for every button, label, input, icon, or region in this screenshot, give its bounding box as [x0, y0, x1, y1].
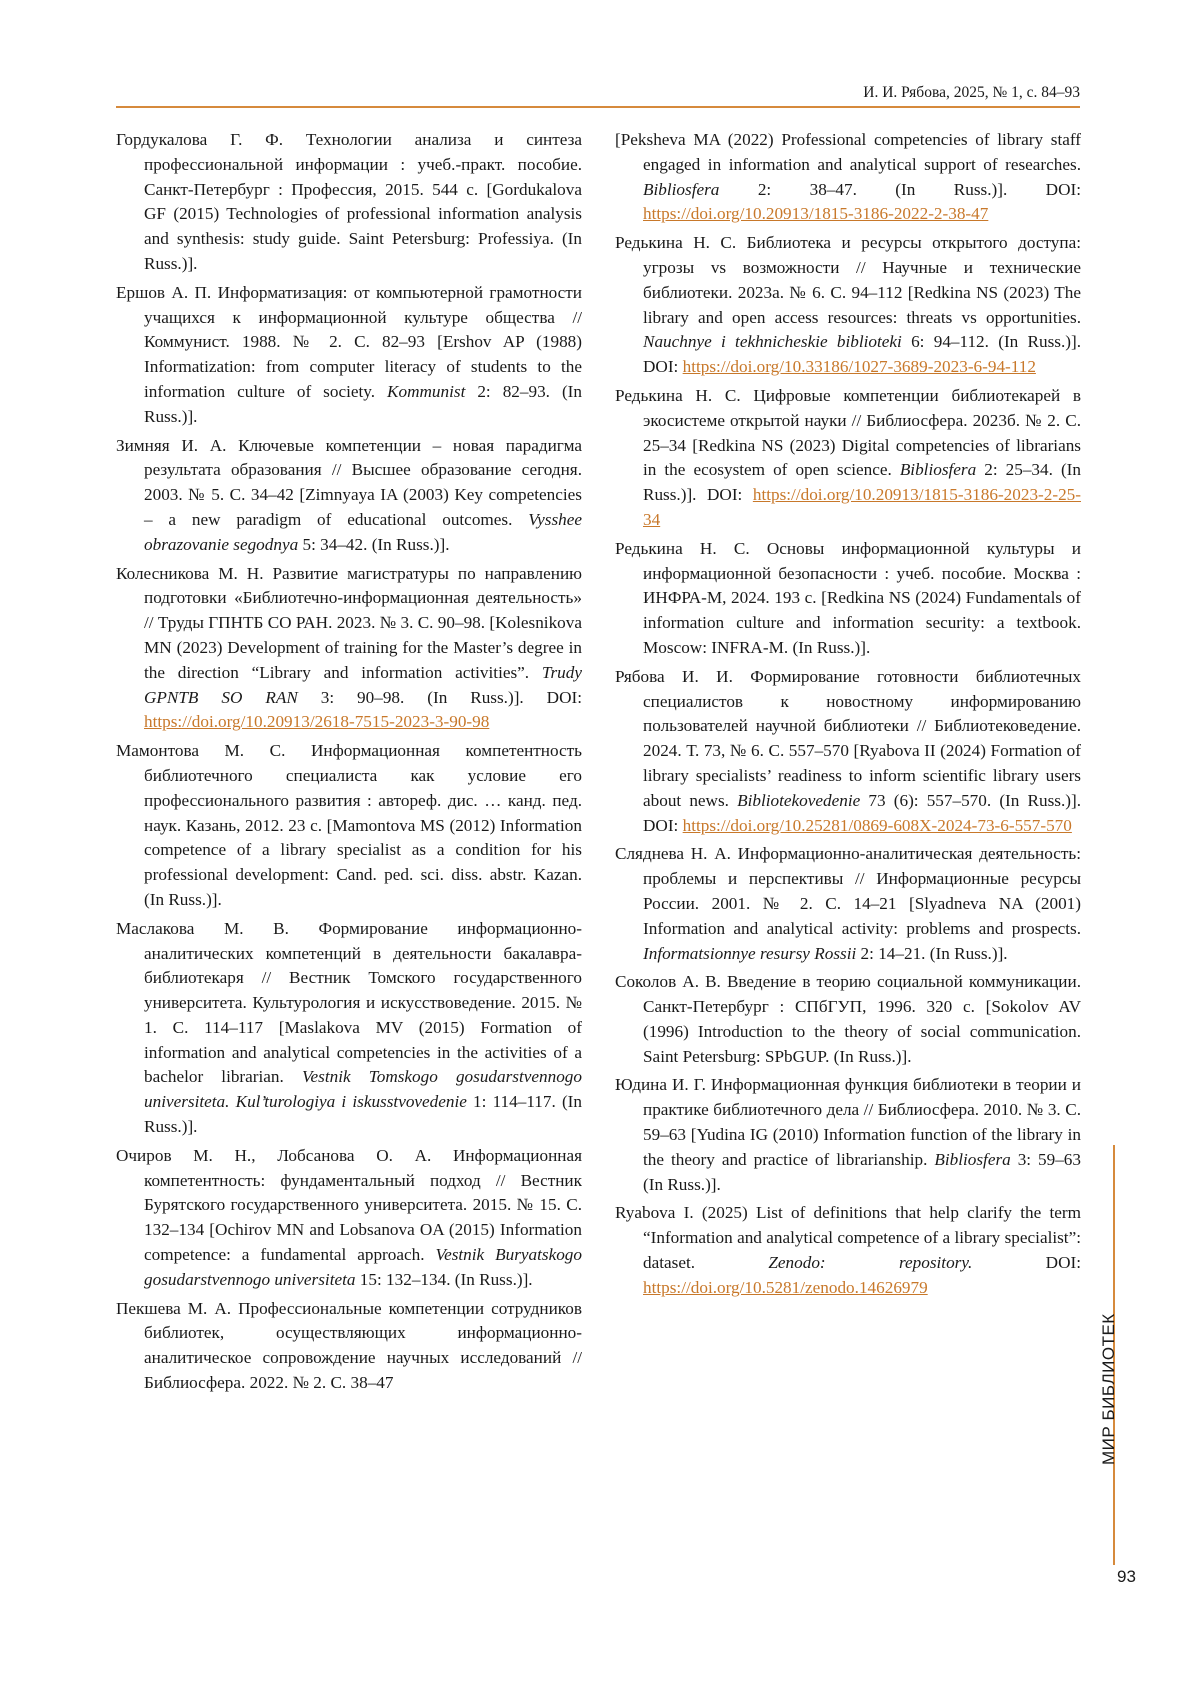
reference-item: Сляднева Н. А. Информационно-аналитическая деятельность: проблемы и перспективы // Информационные ресурсы России. 2001. № 2. С. 14–21 [Slyadneva NA (2001) Information and analytical activity: problems and prospects. Informatsionnye resursy Rossii 2: 14–21. (In Russ.)].: [615, 842, 1081, 966]
reference-item: Мамонтова М. С. Информационная компетентность библиотечного специалиста как условие его профессионального развития : автореф. дис. … канд. пед. наук. Казань, 2012. 23 с. [Mamontova MS (2012) Information competence of a library specialist as a condition for his professional development: Cand. ped. sci. diss. abstr. Kazan. (In Russ.)].: [116, 739, 582, 913]
reference-item: Гордукалова Г. Ф. Технологии анализа и синтеза профессиональной информации : учеб.-практ. пособие. Санкт-Петербург : Профессия, 2015. 544 с. [Gordukalova GF (2015) Technologies of professional information analysis and synthesis: study guide. Saint Petersburg: Professiya. (In Russ.)].: [116, 128, 582, 277]
doi-link[interactable]: https://doi.org/10.25281/0869-608X-2024-73-6-557-570: [683, 816, 1072, 835]
doi-link[interactable]: https://doi.org/10.20913/1815-3186-2022-2-38-47: [643, 204, 988, 223]
reference-item: Рябова И. И. Формирование готовности библиотечных специалистов к новостному информированию пользователей научной библиотеки // Библиотековедение. 2024. Т. 73, № 6. С. 557–570 [Ryabova II (2024) Formation of library specialists’ readiness to inform scientific library users about news. Bibliotekovedenie 73 (6): 557–570. (In Russ.)]. DOI: https://doi.org/10.25281/0869-608X-2024-73-6-557-570: [615, 665, 1081, 839]
reference-item: Пекшева М. А. Профессиональные компетенции сотрудников библиотек, осуществляющих информационно-аналитическое сопровождение научных исследований // Библиосфера. 2022. № 2. С. 38–47: [116, 1297, 582, 1396]
journal-name: МИР БИБЛИОТЕК: [1096, 1265, 1122, 1465]
reference-item: Соколов А. В. Введение в теорию социальной коммуникации. Санкт-Петербург : СПбГУП, 1996. 320 с. [Sokolov AV (1996) Introduction to the theory of social communication. Saint Petersburg: SPbGUP. (In Russ.)].: [615, 970, 1081, 1069]
reference-item: Зимняя И. А. Ключевые компетенции – новая парадигма результата образования // Высшее образование сегодня. 2003. № 5. С. 34–42 [Zimnyaya IA (2003) Key competencies – a new paradigm of educational outcomes. Vysshee obrazovanie segodnya 5: 34–42. (In Russ.)].: [116, 434, 582, 558]
reference-item: Юдина И. Г. Информационная функция библиотеки в теории и практике библиотечного дела // Библиосфера. 2010. № 3. С. 59–63 [Yudina IG (2010) Information function of the library in the theory and practice of librarianship. Bibliosfera 3: 59–63 (In Russ.)].: [615, 1073, 1081, 1197]
reference-item-continued: [Peksheva MA (2022) Professional competencies of library staff engaged in information and analytical support of researches. Bibliosfera 2: 38–47. (In Russ.)]. DOI: https://doi.org/10.20913/1815-3186-2022-2-38-47: [615, 128, 1081, 227]
doi-link[interactable]: https://doi.org/10.20913/1815-3186-2023-2-25-34: [643, 485, 1081, 529]
reference-item: Маслакова М. В. Формирование информационно-аналитических компетенций в деятельности бакалавра-библиотекаря // Вестник Томского государственного университета. Культурология и искусствоведение. 2015. № 1. С. 114–117 [Maslakova MV (2015) Formation of information and analytical competencies in the activities of a bachelor librarian. Vestnik Tomskogo gosudarstvennogo universiteta. Kul’turologiya i iskusstvovedenie 1: 114–117. (In Russ.)].: [116, 917, 582, 1140]
reference-item: Редькина Н. С. Основы информационной культуры и информационной безопасности : учеб. пособие. Москва : ИНФРА-М, 2024. 193 с. [Redkina NS (2024) Fundamentals of information culture and information security: a textbook. Moscow: INFRA-M. (In Russ.)].: [615, 537, 1081, 661]
doi-link[interactable]: https://doi.org/10.20913/2618-7515-2023-3-90-98: [144, 712, 489, 731]
reference-item: Ryabova I. (2025) List of definitions that help clarify the term “Information and analytical competence of a library specialist”: dataset. Zenodo: repository. DOI: https://doi.org/10.5281/zenodo.14626979: [615, 1201, 1081, 1300]
running-head: И. И. Рябова, 2025, № 1, с. 84–93: [116, 84, 1080, 102]
references-right-column: [615, 128, 1081, 1305]
doi-link[interactable]: https://doi.org/10.5281/zenodo.14626979: [643, 1278, 928, 1297]
references-left-column: [116, 128, 582, 1400]
reference-item: Колесникова М. Н. Развитие магистратуры по направлению подготовки «Библиотечно-информационная деятельность» // Труды ГПНТБ СО РАН. 2023. № 3. С. 90–98. [Kolesnikova MN (2023) Development of training for the Master’s degree in the direction “Library and information activities”. Trudy GPNTB SO RAN 3: 90–98. (In Russ.)]. DOI: https://doi.org/10.20913/2618-7515-2023-3-90-98: [116, 562, 582, 736]
header-rule: [116, 106, 1080, 108]
reference-item: Редькина Н. С. Библиотека и ресурсы открытого доступа: угрозы vs возможности // Научные и технические библиотеки. 2023а. № 6. С. 94–112 [Redkina NS (2023) The library and open access resources: threats vs opportunities. Nauchnye i tekhnicheskie biblioteki 6: 94–112. (In Russ.)]. DOI: https://doi.org/10.33186/1027-3689-2023-6-94-112: [615, 231, 1081, 380]
reference-item: Редькина Н. С. Цифровые компетенции библиотекарей в экосистеме открытой науки // Библиосфера. 2023б. № 2. С. 25–34 [Redkina NS (2023) Digital competencies of librarians in the ecosystem of open science. Bibliosfera 2: 25–34. (In Russ.)]. DOI: https://doi.org/10.20913/1815-3186-2023-2-25-34: [615, 384, 1081, 533]
doi-link[interactable]: https://doi.org/10.33186/1027-3689-2023-6-94-112: [683, 357, 1036, 376]
page-number: 93: [1117, 1567, 1136, 1587]
reference-item: Очиров М. Н., Лобсанова О. А. Информационная компетентность: фундаментальный подход // Вестник Бурятского государственного университета. 2015. № 15. С. 132–134 [Ochirov MN and Lobsanova OA (2015) Information competence: a fundamental approach. Vestnik Buryatskogo gosudarstvennogo universiteta 15: 132–134. (In Russ.)].: [116, 1144, 582, 1293]
reference-item: Ершов А. П. Информатизация: от компьютерной грамотности учащихся к информационной культуре общества // Коммунист. 1988. № 2. С. 82–93 [Ershov AP (1988) Informatization: from computer literacy of students to the information culture of society. Kommunist 2: 82–93. (In Russ.)].: [116, 281, 582, 430]
